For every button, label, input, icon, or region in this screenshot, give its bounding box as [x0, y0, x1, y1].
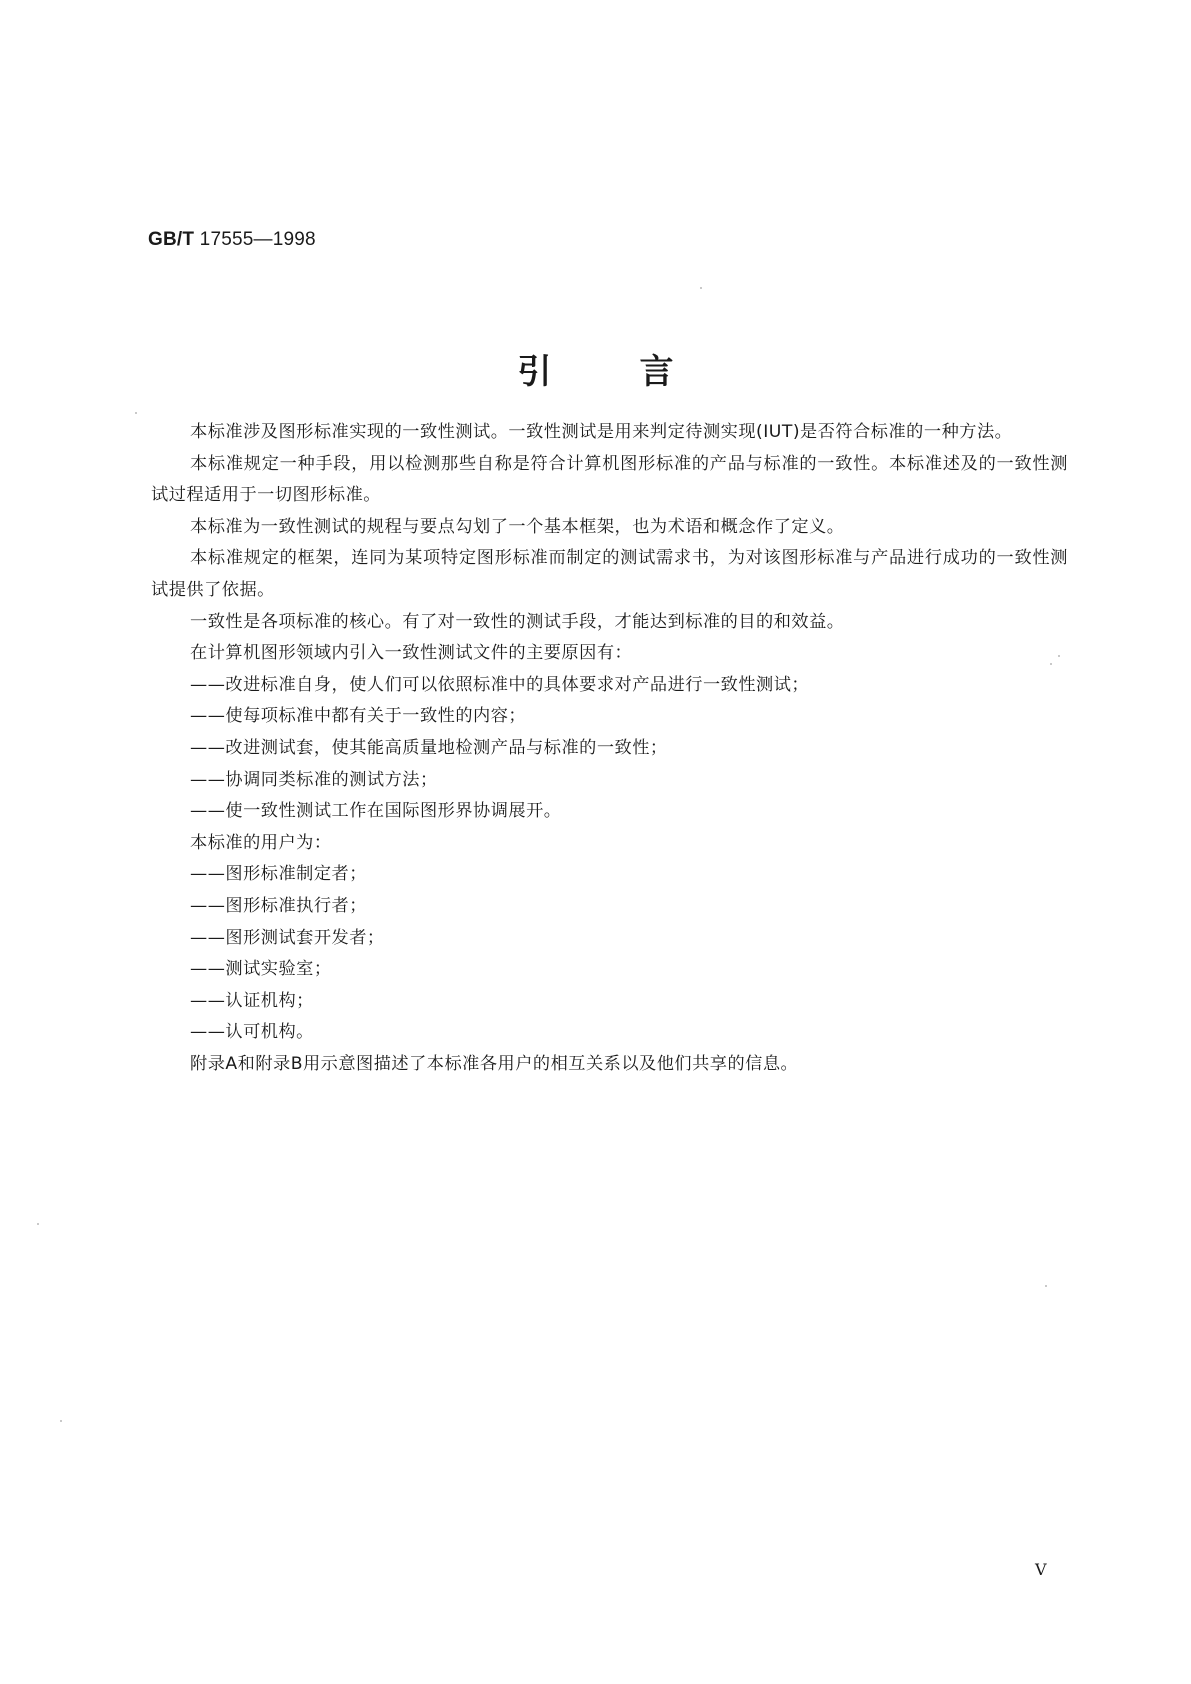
- paragraph-users-intro: 本标准的用户为：: [190, 832, 332, 853]
- scan-speck: [37, 1223, 39, 1225]
- list-item-user: ——图形标准执行者；: [190, 895, 367, 916]
- paragraph-means: 本标准规定一种手段，用以检测那些自称是符合计算机图形标准的产品与标准的一致性。本标准述及的一致性测试过程适用于一切图形标准。: [151, 453, 1068, 506]
- scan-speck: [700, 287, 702, 289]
- standard-code-prefix: GB/T: [148, 229, 195, 250]
- paragraph-basis: 本标准规定的框架，连同为某项特定图形标准而制定的测试需求书，为对该图形标准与产品进行成功的一致性测试提供了依据。: [151, 548, 1068, 600]
- scan-speck: [1058, 655, 1060, 657]
- standard-code-number: 17555—1998: [199, 229, 316, 250]
- list-item-user: ——测试实验室；: [190, 959, 332, 980]
- paragraph-scope: 本标准涉及图形标准实现的一致性测试。一致性测试是用来判定待测实现(IUT)是否符合标准的一种方法。: [190, 422, 1013, 442]
- paragraph-core: 一致性是各项标准的核心。有了对一致性的测试手段，才能达到标准的目的和效益。: [190, 611, 845, 632]
- scan-speck: [1045, 1285, 1047, 1287]
- scan-speck: [60, 1420, 62, 1422]
- list-item-user: ——图形测试套开发者；: [190, 927, 385, 948]
- scan-speck: [1050, 663, 1052, 665]
- list-item-reason: ——使一致性测试工作在国际图形界协调展开。: [190, 801, 562, 822]
- list-item-user: ——图形标准制定者；: [190, 864, 367, 885]
- page-number: V: [1035, 1560, 1047, 1579]
- standard-code: [148, 228, 316, 252]
- section-title: 引言: [517, 352, 762, 392]
- list-item-reason: ——使每项标准中都有关于一致性的内容；: [190, 706, 527, 727]
- list-item-user: ——认可机构。: [190, 1022, 314, 1043]
- list-item-reason: ——协调同类标准的测试方法；: [190, 769, 438, 790]
- list-item-reason: ——改进标准自身，使人们可以依照标准中的具体要求对产品进行一致性测试；: [190, 674, 810, 695]
- paragraph-annex: 附录A和附录B用示意图描述了本标准各用户的相互关系以及他们共享的信息。: [190, 1053, 799, 1074]
- list-item-reason: ——改进测试套，使其能高质量地检测产品与标准的一致性；: [190, 737, 668, 758]
- paragraph-framework: 本标准为一致性测试的规程与要点勾划了一个基本框架，也为术语和概念作了定义。: [190, 516, 845, 537]
- paragraph-reasons-intro: 在计算机图形领域内引入一致性测试文件的主要原因有：: [190, 643, 633, 664]
- scan-speck: [135, 412, 137, 414]
- list-item-user: ——认证机构；: [190, 990, 314, 1011]
- introduction-body: [151, 417, 1068, 1080]
